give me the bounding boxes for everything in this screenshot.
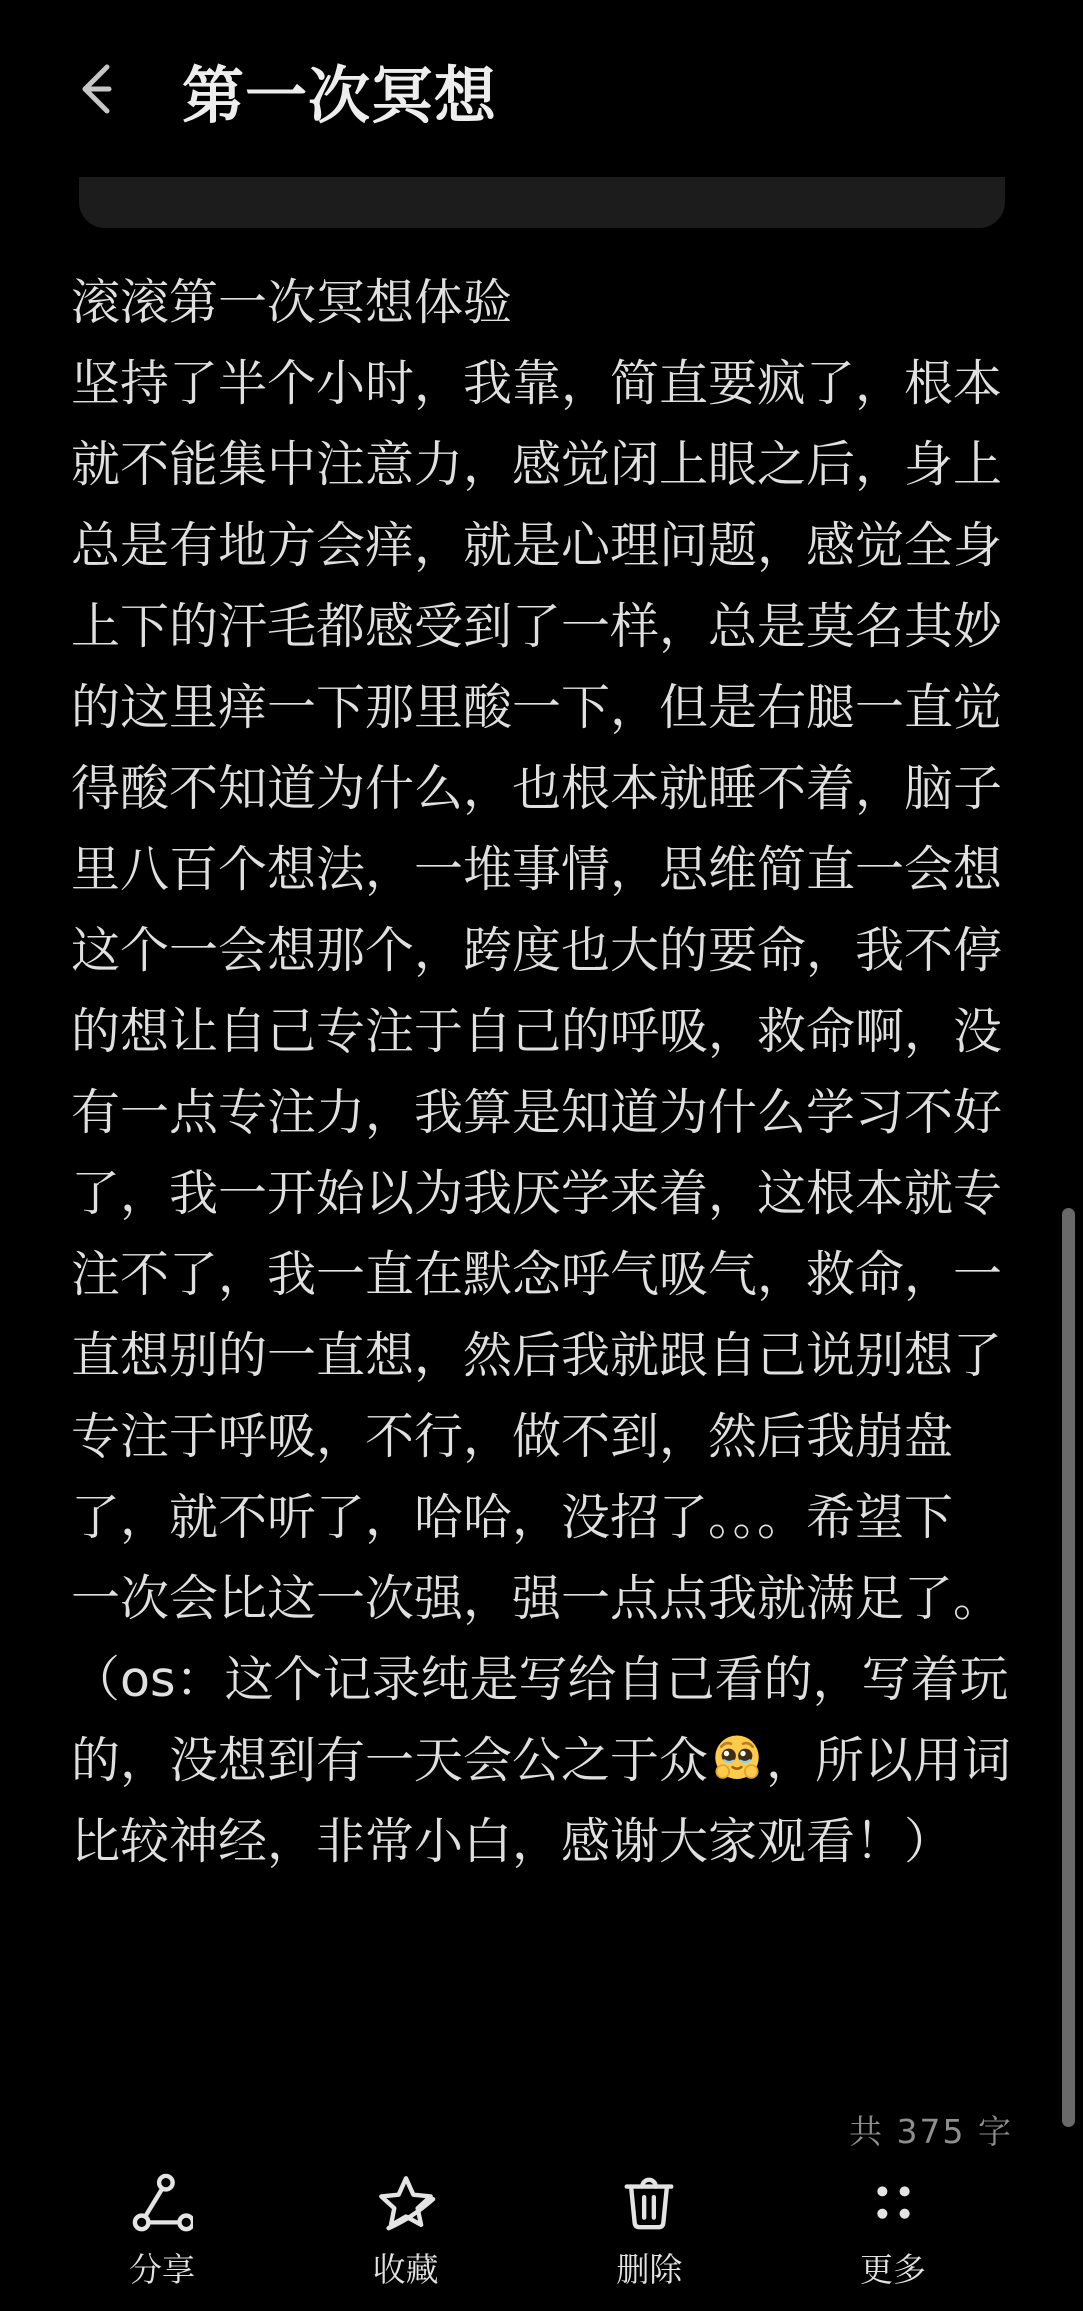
note-line: 了，就不听了，哈哈，没招了。。。希望下 (71, 1489, 954, 1546)
favorite-label: 收藏 (372, 2251, 439, 2288)
favorite-button[interactable] (328, 2160, 484, 2291)
share-button[interactable] (84, 2160, 240, 2291)
share-label: 分享 (129, 2251, 195, 2288)
star-icon (375, 2172, 437, 2234)
face-holding-back-tears-emoji (710, 1731, 764, 1785)
note-line: 坚持了半个小时，我靠，简直要疯了，根本 (71, 355, 1003, 412)
more-button[interactable] (815, 2160, 971, 2291)
note-line-text: ，所以用词 (766, 1732, 1012, 1789)
share-icon (131, 2172, 193, 2234)
note-line: 的这里痒一下那里酸一下，但是右腿一直觉 (71, 679, 1003, 736)
note-line: 里八百个想法，一堆事情，思维简直一会想 (71, 841, 1003, 898)
note-line: 上下的汗毛都感受到了一样，总是莫名其妙 (71, 598, 1003, 655)
note-line: 这个一会想那个，跨度也大的要命，我不停 (71, 922, 1003, 979)
arrow-left-icon (79, 63, 137, 118)
note-line: 注不了，我一直在默念呼气吸气，救命，一 (71, 1246, 1003, 1303)
note-line: 滚滚第一次冥想体验 (71, 274, 513, 331)
page-title: 第一次冥想 (182, 58, 498, 132)
note-line: 得酸不知道为什么，也根本就睡不着，脑子 (71, 760, 1003, 817)
trash-icon (618, 2172, 680, 2234)
header (0, 38, 1083, 142)
note-line: 直想别的一直想，然后我就跟自己说别想了 (71, 1327, 1003, 1384)
note-line: 了，我一开始以为我厌学来着，这根本就专 (71, 1165, 1003, 1222)
note-line: 一次会比这一次强，强一点点我就满足了。 (71, 1570, 1003, 1627)
bottom-toolbar (0, 2160, 1083, 2311)
note-body[interactable] (71, 262, 1023, 1882)
scrollbar-thumb[interactable] (1062, 1208, 1075, 2127)
scrolled-card-remnant (79, 177, 1005, 228)
note-line: 专注于呼吸，不行，做不到，然后我崩盘 (71, 1408, 954, 1465)
note-line: 就不能集中注意力，感觉闭上眼之后，身上 (71, 436, 1003, 493)
word-count: 共 375 字 (849, 2112, 1013, 2151)
more-label: 更多 (859, 2251, 926, 2288)
note-line: 比较神经，非常小白，感谢大家观看！） (71, 1813, 954, 1870)
more-dots-icon (862, 2172, 924, 2234)
note-line-text: 的，没想到有一天会公之于众 (71, 1732, 709, 1789)
delete-button[interactable] (571, 2160, 727, 2291)
note-line: （os：这个记录纯是写给自己看的，写着玩 (71, 1651, 1009, 1708)
delete-label: 删除 (616, 2251, 683, 2288)
note-line-with-emoji (71, 1720, 1023, 1801)
note-line: 有一点专注力，我算是知道为什么学习不好 (71, 1084, 1003, 1141)
note-line: 总是有地方会痒，就是心理问题，感觉全身 (71, 517, 1003, 574)
back-button[interactable] (78, 63, 138, 117)
note-line: 的想让自己专注于自己的呼吸，救命啊，没 (71, 1003, 1003, 1060)
